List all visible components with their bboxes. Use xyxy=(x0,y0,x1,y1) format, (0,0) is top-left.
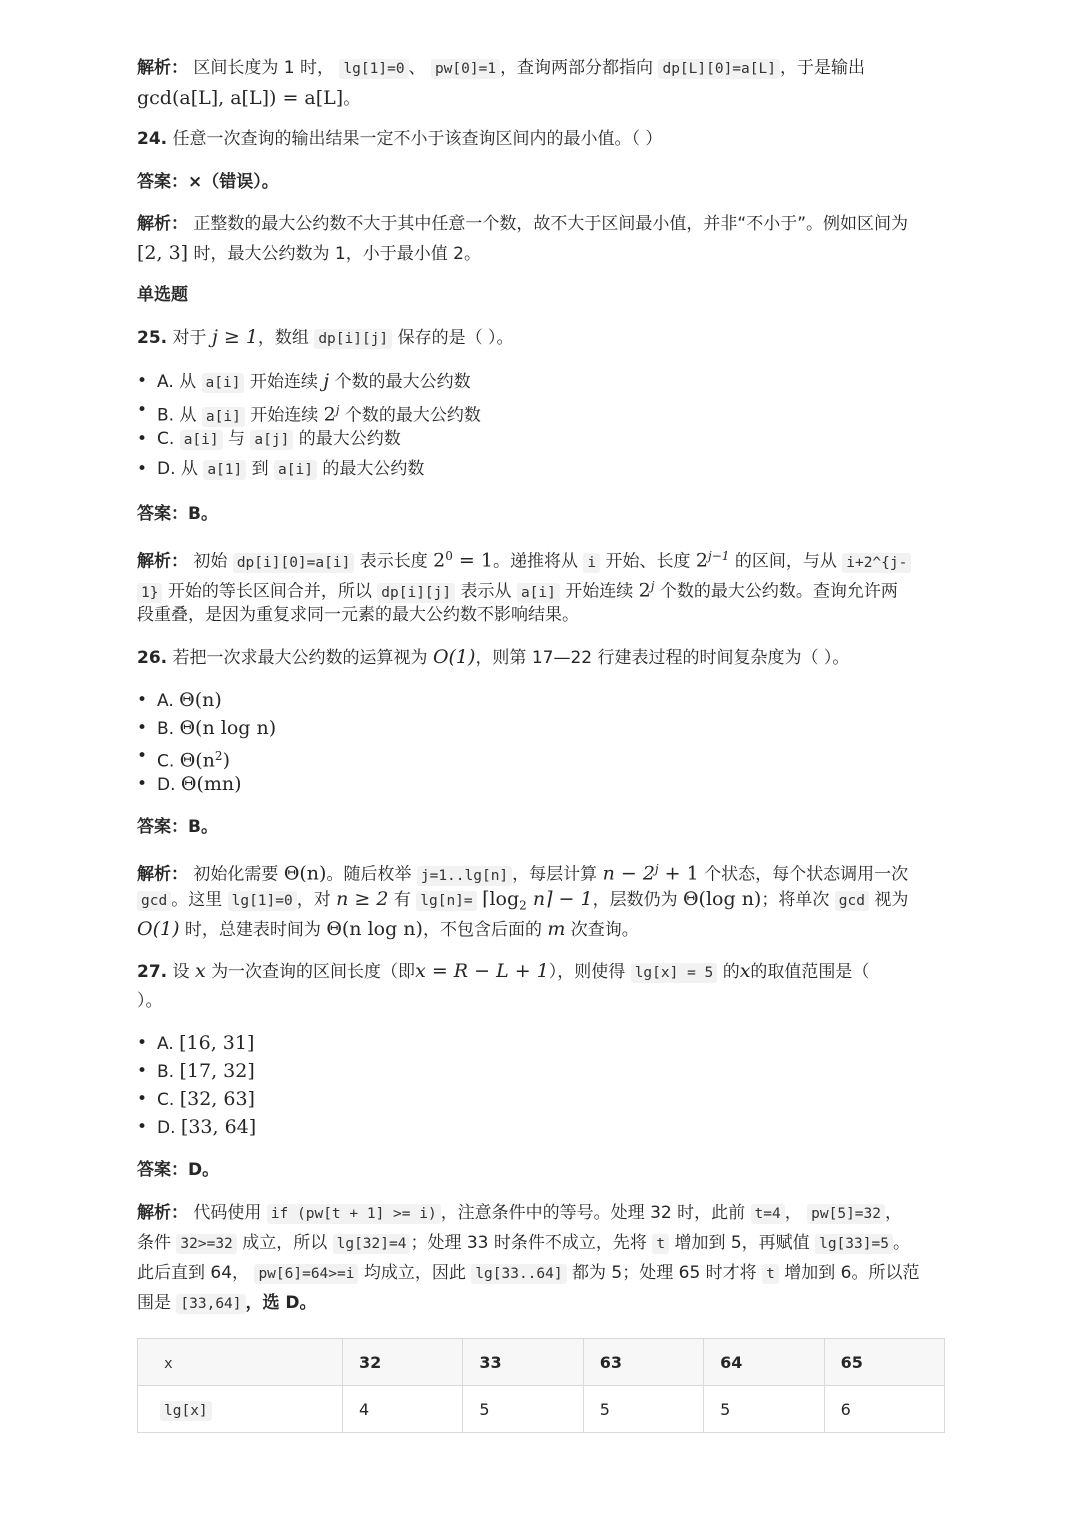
math-sup: j−1 xyxy=(708,549,730,563)
text: ；处理 33 时条件不成立，先将 xyxy=(410,1233,647,1253)
math: Θ(mn) xyxy=(180,773,242,795)
inline-code: lg[n]= xyxy=(416,891,476,911)
inline-code: gcd xyxy=(137,891,171,911)
option-text: 到 xyxy=(251,459,269,479)
text: 增加到 5，再赋值 xyxy=(674,1233,810,1253)
text: ，数组 xyxy=(257,328,309,348)
math: x xyxy=(194,960,206,982)
text: 表示从 xyxy=(460,581,512,602)
math-sub: 2 xyxy=(519,898,527,913)
answer-line xyxy=(137,499,950,529)
math: x xyxy=(739,960,751,982)
text: 代码使用 xyxy=(193,1203,262,1223)
answer-line xyxy=(137,812,950,842)
option-c xyxy=(157,425,401,454)
text: ）。 xyxy=(137,991,163,1011)
header-x: x xyxy=(164,1355,173,1372)
math: [32, 63] xyxy=(179,1088,255,1110)
text: 成立，所以 xyxy=(242,1233,328,1253)
question-number: 27. xyxy=(137,962,168,982)
inline-code: i xyxy=(583,553,600,573)
question-number: 24. xyxy=(137,129,168,149)
text: 时，总建表时间为 xyxy=(184,920,321,940)
inline-code: lg[1]=0 xyxy=(339,59,408,79)
text: 均成立，因此 xyxy=(363,1263,466,1283)
inline-code: lg[1]=0 xyxy=(228,891,297,911)
inline-code: a[i] xyxy=(517,583,560,603)
math-sup: 2 xyxy=(214,749,223,763)
analysis-label: 解析： xyxy=(137,551,188,572)
text: 的 xyxy=(722,962,740,982)
text: 的取值范围是（ xyxy=(750,962,870,982)
math: m xyxy=(547,918,566,940)
option-text: D. 从 xyxy=(157,459,198,479)
inline-code: 1} xyxy=(137,583,162,603)
analysis-line xyxy=(137,600,950,630)
text: 初始化需要 xyxy=(193,864,279,885)
option-text: 开始连续 xyxy=(250,405,319,426)
option-d xyxy=(157,770,242,799)
math: Θ(log n) xyxy=(682,888,762,910)
math: gcd(a[L], a[L]) = a[L] xyxy=(137,87,344,109)
option-text: 的最大公约数 xyxy=(298,429,401,449)
text: 条件 xyxy=(137,1233,171,1253)
table-header-row xyxy=(138,1339,945,1386)
math: Θ(n xyxy=(179,749,215,772)
question-number: 26. xyxy=(137,648,168,668)
text: 区间长度为 1 时， xyxy=(193,58,335,78)
text: 、 xyxy=(408,58,426,78)
math: n − 2 xyxy=(602,862,655,885)
math: j xyxy=(323,370,330,392)
math-sup: j xyxy=(654,862,659,876)
question-27-cont xyxy=(137,986,950,1016)
table-header-cell: 64 xyxy=(704,1339,824,1386)
option-label: C. xyxy=(157,751,175,772)
option-text: C. xyxy=(157,429,175,449)
text: ，于是输出 xyxy=(779,58,865,78)
math: x = R − L + 1 xyxy=(415,960,549,982)
inline-code: a[1] xyxy=(203,460,246,480)
text: 。递推将从 xyxy=(492,551,578,572)
text: ，注意条件中的等号。处理 32 时，此前 xyxy=(440,1203,746,1223)
text: 个数的最大公约数。查询允许两 xyxy=(659,581,898,602)
question-26 xyxy=(137,642,950,673)
analysis-label: 解析： xyxy=(137,214,188,234)
text: 。这里 xyxy=(171,890,223,910)
inline-code: t=4 xyxy=(751,1204,785,1224)
inline-code: a[i] xyxy=(274,460,317,480)
text: ，每层计算 xyxy=(512,864,598,885)
text: 有 xyxy=(393,890,411,910)
inline-code: lg[x] = 5 xyxy=(631,963,718,983)
text: ，不包含后面的 xyxy=(422,920,542,940)
inline-code: [33,64] xyxy=(176,1294,245,1314)
inline-code: pw[0]=1 xyxy=(431,59,500,79)
inline-code: a[i] xyxy=(202,373,245,393)
option-label: C. xyxy=(157,1090,175,1110)
math: Θ(n log n) xyxy=(179,717,277,739)
text: 都为 5；处理 65 时才将 xyxy=(572,1263,757,1283)
text: 次查询。 xyxy=(570,920,639,940)
option-label: B. xyxy=(157,719,175,739)
math: O(1) xyxy=(137,918,180,940)
option-d xyxy=(157,455,424,484)
question-text: 任意一次查询的输出结果一定不小于该查询区间内的最小值。（ ） xyxy=(172,129,663,149)
math: Θ(n) xyxy=(179,689,222,711)
text: 的区间，与从 xyxy=(734,551,837,572)
table-cell: 5 xyxy=(583,1386,703,1433)
row-label: lg[x] xyxy=(160,1401,212,1421)
analysis-line xyxy=(137,1228,950,1259)
text: ， xyxy=(784,1203,802,1223)
text: 视为 xyxy=(874,890,909,910)
table-cell: 5 xyxy=(463,1386,583,1433)
text: 。 xyxy=(892,1233,910,1253)
text: 开始的等长区间合并，所以 xyxy=(167,581,372,602)
answer-value: B。 xyxy=(188,817,218,837)
analysis-label: 解析： xyxy=(137,864,188,885)
inline-code: 32>=32 xyxy=(176,1234,236,1254)
option-a xyxy=(157,367,471,397)
inline-code: a[j] xyxy=(250,430,293,450)
math: ) xyxy=(222,749,230,772)
analysis-line xyxy=(137,53,950,84)
answer-line xyxy=(137,1155,950,1185)
option-label: B. xyxy=(157,1062,175,1082)
text: 围是 xyxy=(137,1293,171,1313)
table-header-cell: 32 xyxy=(343,1339,463,1386)
math: [16, 31] xyxy=(179,1032,255,1054)
text: ，层数仍为 xyxy=(592,890,678,910)
inline-code: gcd xyxy=(835,891,869,911)
text: 为一次查询的区间长度（即 xyxy=(211,962,416,982)
math: [2, 3] xyxy=(137,242,189,264)
table-header-cell: 65 xyxy=(824,1339,944,1386)
text: 设 xyxy=(172,962,190,982)
math-sup: j xyxy=(335,403,340,417)
analysis-line xyxy=(137,238,950,269)
text: ；将单次 xyxy=(761,890,830,910)
inline-code: i+2^{j- xyxy=(842,553,911,573)
question-number: 25. xyxy=(137,328,168,348)
inline-code: j=1..lg[n] xyxy=(417,866,512,886)
text: 对于 xyxy=(172,328,207,348)
option-text: 个数的最大公约数 xyxy=(344,405,481,426)
answer-value: ×（错误）。 xyxy=(188,172,279,192)
option-text: 的最大公约数 xyxy=(322,459,425,479)
table-header-cell: 33 xyxy=(463,1339,583,1386)
math-sup: 0 xyxy=(445,549,453,563)
option-text: 个数的最大公约数 xyxy=(334,372,471,392)
text: 个状态，每个状态调用一次 xyxy=(704,864,909,885)
analysis-label: 解析： xyxy=(137,58,188,78)
text: 初始 xyxy=(193,551,228,572)
option-b xyxy=(157,714,276,743)
text: ，选 D。 xyxy=(245,1293,317,1313)
inline-code: lg[33..64] xyxy=(471,1264,566,1284)
math: 2 xyxy=(695,549,708,572)
math: Θ(n log n) xyxy=(326,918,423,940)
option-text: 开始连续 xyxy=(249,372,318,392)
math: + 1 xyxy=(658,862,699,885)
math: [33, 64] xyxy=(180,1116,257,1138)
text: 增加到 6。所以范 xyxy=(784,1263,920,1283)
math: Θ(n) xyxy=(283,862,327,885)
option-a xyxy=(157,1029,254,1058)
question-24 xyxy=(137,124,950,154)
inline-code: pw[5]=32 xyxy=(807,1204,885,1224)
math: n ≥ 2 xyxy=(336,888,389,910)
table-row xyxy=(138,1386,945,1433)
answer-label: 答案： xyxy=(137,504,188,524)
option-text: B. 从 xyxy=(157,405,197,426)
option-label: D. xyxy=(157,775,176,795)
inline-code: dp[i][j] xyxy=(314,329,392,349)
inline-code: if (pw[t + 1] >= i) xyxy=(267,1204,441,1224)
inline-code: dp[i][0]=a[i] xyxy=(233,553,355,573)
option-text: 与 xyxy=(228,429,246,449)
math-sup: j xyxy=(650,579,655,593)
table-header-cell: 63 xyxy=(583,1339,703,1386)
math: O(1) xyxy=(432,646,476,668)
text: 开始、长度 xyxy=(605,551,691,572)
analysis-line xyxy=(137,209,950,239)
text: 保存的是（ ）。 xyxy=(397,328,514,348)
inline-code: pw[6]=64>=i xyxy=(254,1264,358,1284)
inline-code: lg[32]=4 xyxy=(333,1234,411,1254)
analysis-line xyxy=(137,914,950,945)
option-b xyxy=(157,1057,255,1086)
math: j ≥ 1 xyxy=(211,326,258,348)
inline-code: a[i] xyxy=(180,430,223,450)
question-25 xyxy=(137,322,950,354)
answer-label: 答案： xyxy=(137,817,188,837)
answer-value: D。 xyxy=(188,1160,220,1180)
text: ，对 xyxy=(296,890,331,910)
text: 。 xyxy=(343,89,361,109)
table-cell: 4 xyxy=(343,1386,463,1433)
math: n⌉ − 1 xyxy=(526,888,593,910)
text: 开始连续 xyxy=(565,581,634,602)
option-label: D. xyxy=(157,1118,176,1138)
inline-code: dp[L][0]=a[L] xyxy=(658,59,780,79)
analysis-line xyxy=(137,1198,950,1229)
analysis-label: 解析： xyxy=(137,1203,188,1223)
table-header-cell xyxy=(138,1339,343,1386)
analysis-line xyxy=(137,1288,950,1319)
math: 2 xyxy=(323,403,336,426)
answer-value: B。 xyxy=(188,504,218,524)
text: ，则第 17—22 行建表过程的时间复杂度为（ ）。 xyxy=(475,648,850,668)
section-heading: 单选题 xyxy=(137,285,188,305)
text: 若把一次求最大公约数的运算视为 xyxy=(172,648,428,668)
inline-code: a[i] xyxy=(202,407,245,427)
analysis-line xyxy=(137,83,950,114)
inline-code: t xyxy=(762,1264,779,1284)
option-c xyxy=(157,1085,255,1114)
text: ， xyxy=(885,1203,902,1223)
table-cell: 5 xyxy=(704,1386,824,1433)
table-cell xyxy=(138,1386,343,1433)
text: ，查询两部分都指向 xyxy=(500,58,654,78)
inline-code: dp[i][j] xyxy=(377,583,455,603)
answer-label: 答案： xyxy=(137,172,188,192)
lg-table xyxy=(137,1338,945,1433)
table-cell: 6 xyxy=(824,1386,944,1433)
option-a xyxy=(157,686,222,715)
text: ），则使得 xyxy=(548,962,626,982)
option-label: A. xyxy=(157,691,174,711)
option-label: A. xyxy=(157,1034,174,1054)
answer-label: 答案： xyxy=(137,1160,188,1180)
text: 此后直到 64， xyxy=(137,1263,250,1283)
inline-code: t xyxy=(652,1234,669,1254)
analysis-line xyxy=(137,1258,950,1289)
math: 2 xyxy=(638,579,651,602)
text: 正整数的最大公约数不大于其中任意一个数，故不大于区间最小值，并非“不小于”。例如区间为 xyxy=(193,214,909,234)
option-d xyxy=(157,1113,256,1142)
math: = 1 xyxy=(452,549,493,572)
text: 段重叠，是因为重复求同一元素的最大公约数不影响结果。 xyxy=(137,605,579,625)
question-27 xyxy=(137,956,950,988)
text: 时，最大公约数为 1，小于最小值 2。 xyxy=(193,244,481,264)
text: 表示长度 xyxy=(359,551,428,572)
option-text: A. 从 xyxy=(157,372,197,392)
math: 2 xyxy=(433,549,446,572)
math: ⌈log xyxy=(482,888,520,910)
answer-line xyxy=(137,167,950,197)
math: [17, 32] xyxy=(179,1060,255,1082)
inline-code: lg[33]=5 xyxy=(815,1234,893,1254)
text: 。随后枚举 xyxy=(326,864,412,885)
